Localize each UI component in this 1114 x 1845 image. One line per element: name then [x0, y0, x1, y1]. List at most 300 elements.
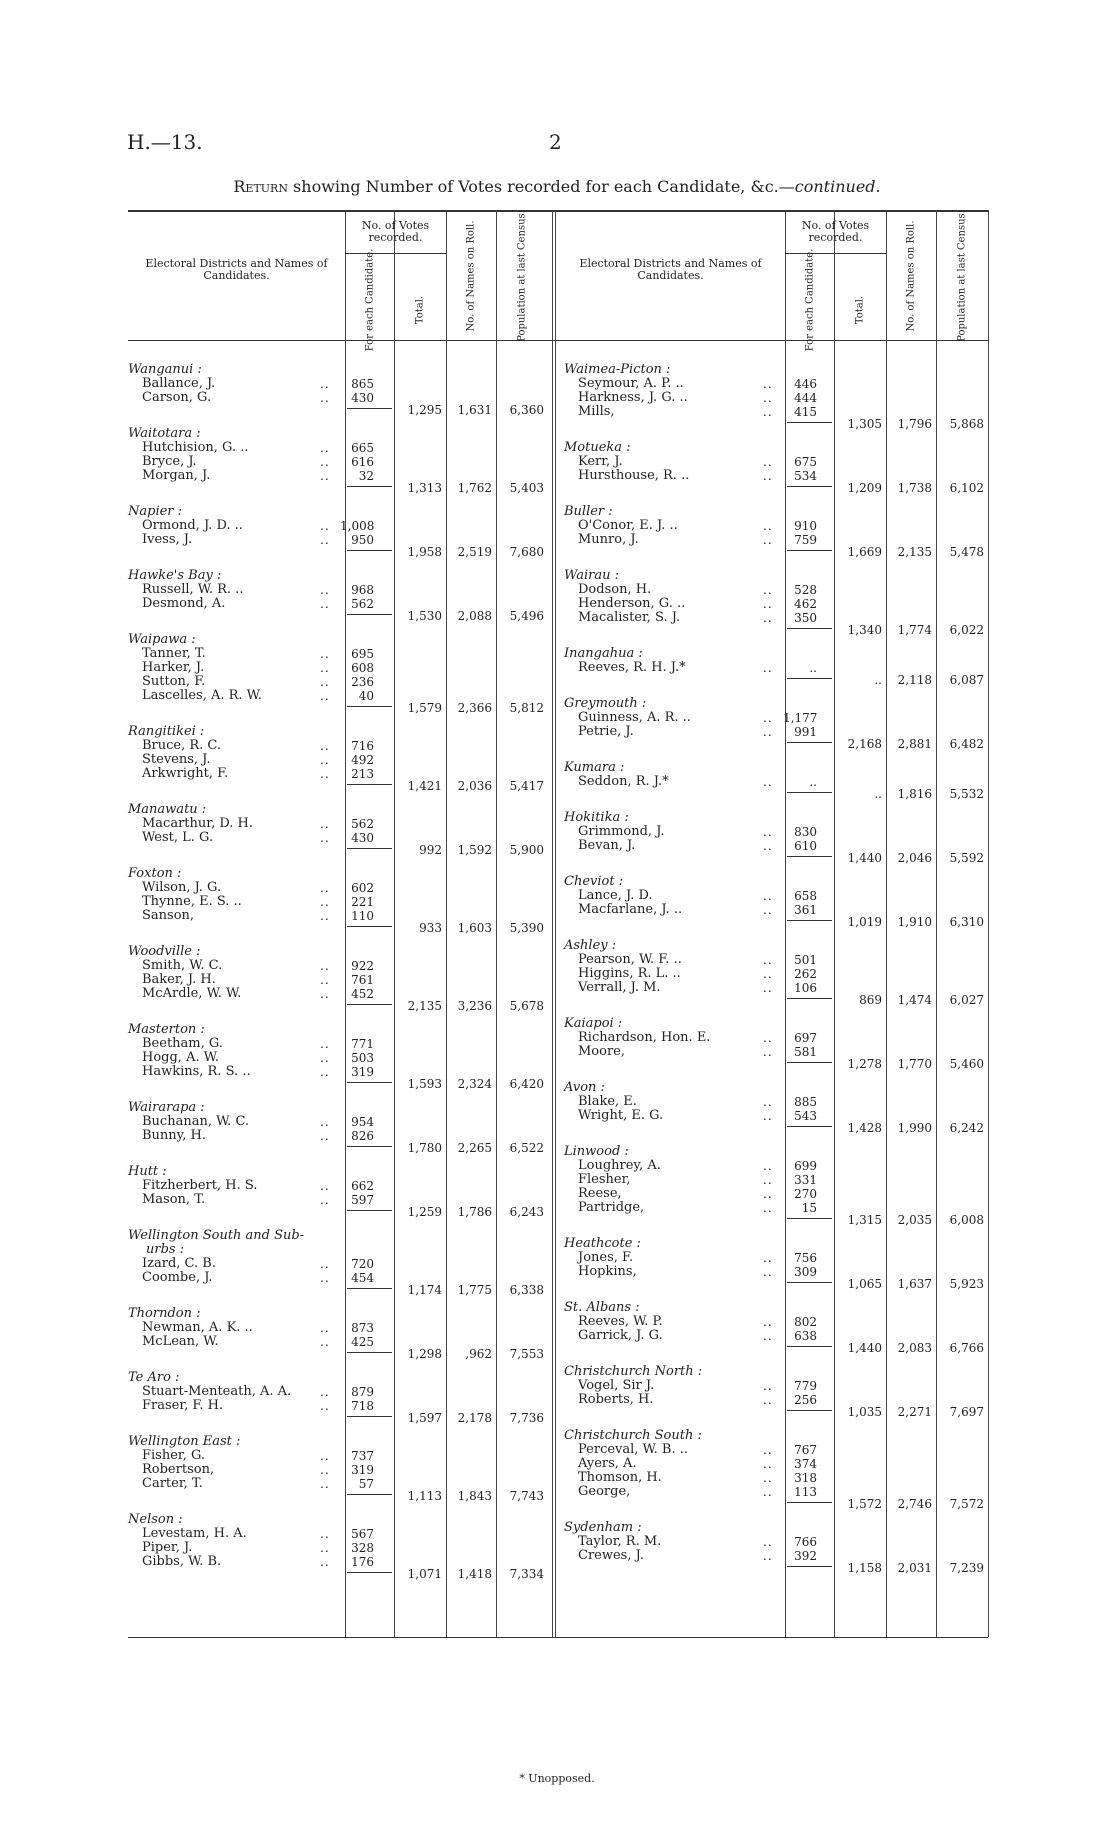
candidate-votes: 695	[351, 647, 374, 661]
district-total: 1,295	[407, 403, 442, 417]
candidate-votes: 270	[794, 1187, 817, 1201]
candidate-name: Stuart-Menteath, A. A.	[142, 1384, 292, 1399]
candidate-name: Lascelles, A. R. W.	[142, 688, 262, 703]
leader-dots: ..	[763, 1471, 773, 1485]
district-total: 1,780	[407, 1141, 442, 1155]
column-rule	[496, 210, 497, 1637]
leader-dots: ..	[320, 753, 330, 767]
candidate-name: Bryce, J.	[142, 454, 197, 469]
candidate-votes: 113	[794, 1485, 817, 1499]
district-census: 6,360	[509, 403, 544, 417]
district-census: 5,403	[509, 481, 544, 495]
header-roll: No. of Names on Roll.	[465, 220, 477, 332]
group-rule	[347, 1210, 392, 1211]
leader-dots: ..	[763, 1251, 773, 1265]
header-total: Total.	[414, 295, 426, 325]
district-census: 6,338	[509, 1283, 544, 1297]
candidate-name: Munro, J.	[578, 532, 639, 547]
candidate-votes: 328	[351, 1541, 374, 1555]
leader-dots: ..	[763, 611, 773, 625]
leader-dots: ..	[320, 1271, 330, 1285]
candidate-name: Levestam, H. A.	[142, 1526, 247, 1541]
district-roll: 2,324	[457, 1077, 492, 1091]
district-census: 7,680	[509, 545, 544, 559]
leader-dots: ..	[320, 831, 330, 845]
district-roll: 2,265	[457, 1141, 492, 1155]
candidate-name: Grimmond, J.	[578, 824, 665, 839]
district-total: 1,065	[847, 1277, 882, 1291]
candidate-votes: 374	[794, 1457, 817, 1471]
leader-dots: ..	[763, 1549, 773, 1563]
leader-dots: ..	[320, 1065, 330, 1079]
district-roll: 1,786	[457, 1205, 492, 1219]
candidate-name: Hursthouse, R. ..	[578, 468, 690, 483]
group-rule	[347, 614, 392, 615]
district-roll: 2,035	[897, 1213, 932, 1227]
district-census: 6,482	[949, 737, 984, 751]
candidate-votes: 392	[794, 1549, 817, 1563]
candidate-name: Thomson, H.	[578, 1470, 662, 1485]
candidate-votes: 40	[358, 689, 374, 703]
leader-dots: ..	[320, 597, 330, 611]
leader-dots: ..	[320, 1335, 330, 1349]
group-rule	[787, 486, 832, 487]
group-rule	[347, 1572, 392, 1573]
district-name: Foxton :	[128, 866, 182, 881]
district-total: 933	[419, 921, 442, 935]
district-name: Hawke's Bay :	[128, 568, 222, 583]
candidate-votes: 446	[794, 377, 817, 391]
leader-dots: ..	[320, 817, 330, 831]
district-total: 1,305	[847, 417, 882, 431]
candidate-votes: 492	[351, 753, 374, 767]
district-roll: 2,046	[897, 851, 932, 865]
leader-dots: ..	[763, 1393, 773, 1407]
district-total: 992	[419, 843, 442, 857]
district-roll: 2,031	[897, 1561, 932, 1575]
district-name: Hutt :	[128, 1164, 167, 1179]
candidate-votes: 662	[351, 1179, 374, 1193]
candidate-votes: 528	[794, 583, 817, 597]
table-bottom-rule	[128, 1637, 988, 1638]
center-divider-b	[555, 210, 556, 1637]
candidate-name: Carter, T.	[142, 1476, 203, 1491]
district-roll: 1,631	[457, 403, 492, 417]
candidate-name: Taylor, R. M.	[578, 1534, 662, 1549]
candidate-name: Fraser, F. H.	[142, 1398, 224, 1413]
header-districts: Electoral Districts and Names of Candidates.	[145, 257, 328, 282]
column-rule	[785, 210, 786, 1637]
leader-dots: ..	[763, 1187, 773, 1201]
group-rule	[787, 1062, 832, 1063]
candidate-name: Flesher,	[578, 1172, 631, 1187]
district-census: 5,496	[509, 609, 544, 623]
candidate-votes: 830	[794, 825, 817, 839]
leader-dots: ..	[763, 1031, 773, 1045]
leader-dots: ..	[320, 881, 330, 895]
district-name: Te Aro :	[128, 1370, 180, 1385]
leader-dots: ..	[763, 377, 773, 391]
candidate-name: Verrall, J. M.	[578, 980, 661, 995]
leader-dots: ..	[763, 967, 773, 981]
district-roll: 1,796	[897, 417, 932, 431]
district-total: 1,440	[847, 851, 882, 865]
district-census: 5,923	[949, 1277, 984, 1291]
candidate-name: Hutchision, G. ..	[142, 440, 249, 455]
candidate-name: Blake, E.	[578, 1094, 637, 1109]
candidate-name: Newman, A. K. ..	[142, 1320, 253, 1335]
leader-dots: ..	[763, 583, 773, 597]
candidate-name: Lance, J. D.	[578, 888, 653, 903]
candidate-votes: 597	[351, 1193, 374, 1207]
candidate-name: McLean, W.	[142, 1334, 219, 1349]
candidate-votes: ..	[809, 661, 817, 675]
candidate-votes: 331	[794, 1173, 817, 1187]
leader-dots: ..	[320, 987, 330, 1001]
group-rule	[787, 792, 832, 793]
district-total: 1,669	[847, 545, 882, 559]
candidate-name: Henderson, G. ..	[578, 596, 686, 611]
candidate-votes: 826	[351, 1129, 374, 1143]
district-name: Woodville :	[128, 944, 201, 959]
candidate-votes: 415	[794, 405, 817, 419]
candidate-name: Beetham, G.	[142, 1036, 223, 1051]
leader-dots: ..	[763, 1457, 773, 1471]
group-rule	[347, 550, 392, 551]
title-smallcaps: Return	[233, 177, 288, 196]
district-census: 7,743	[509, 1489, 544, 1503]
leader-dots: ..	[763, 1109, 773, 1123]
district-census: 6,243	[509, 1205, 544, 1219]
district-total: 1,421	[407, 779, 442, 793]
district-roll: 2,036	[457, 779, 492, 793]
title-main: showing Number of Votes recorded for each Candidate, &c.—	[287, 177, 795, 196]
district-roll: 1,775	[457, 1283, 492, 1297]
candidate-votes: 350	[794, 611, 817, 625]
candidate-name: Reeves, R. H. J.*	[578, 660, 686, 675]
leader-dots: ..	[320, 469, 330, 483]
leader-dots: ..	[320, 739, 330, 753]
candidate-name: Buchanan, W. C.	[142, 1114, 250, 1129]
leader-dots: ..	[763, 661, 773, 675]
district-total: 1,340	[847, 623, 882, 637]
candidate-name: Carson, G.	[142, 390, 212, 405]
candidate-name: Robertson,	[142, 1462, 215, 1477]
candidate-votes: 766	[794, 1535, 817, 1549]
leader-dots: ..	[763, 1379, 773, 1393]
leader-dots: ..	[320, 455, 330, 469]
table-title	[0, 177, 1114, 196]
district-name: Wanganui :	[128, 362, 202, 377]
district-roll: 2,366	[457, 701, 492, 715]
leader-dots: ..	[320, 1193, 330, 1207]
leader-dots: ..	[763, 1329, 773, 1343]
candidate-name: Partridge,	[578, 1200, 645, 1215]
district-total: 1,035	[847, 1405, 882, 1419]
group-rule	[787, 1282, 832, 1283]
candidate-name: George,	[578, 1484, 631, 1499]
district-roll: 2,519	[457, 545, 492, 559]
district-name: Heathcote :	[564, 1236, 641, 1251]
leader-dots: ..	[320, 1463, 330, 1477]
leader-dots: ..	[320, 895, 330, 909]
center-divider-a	[552, 210, 553, 1637]
leader-dots: ..	[320, 1385, 330, 1399]
district-roll: 1,637	[897, 1277, 932, 1291]
header-for-each: For each Candidate.	[804, 248, 815, 352]
column-rule	[988, 210, 989, 1637]
district-census: 7,334	[509, 1567, 544, 1581]
candidate-name: Ivess, J.	[142, 532, 193, 547]
candidate-votes: 503	[351, 1051, 374, 1065]
candidate-name: Reese,	[578, 1186, 622, 1201]
district-census: 5,592	[949, 851, 984, 865]
candidate-name: Mills,	[578, 404, 615, 419]
candidate-votes: 675	[794, 455, 817, 469]
district-census: 6,242	[949, 1121, 984, 1135]
candidate-votes: 543	[794, 1109, 817, 1123]
candidate-votes: 319	[351, 1065, 374, 1079]
candidate-name: Richardson, Hon. E.	[578, 1030, 711, 1045]
leader-dots: ..	[763, 775, 773, 789]
leader-dots: ..	[763, 953, 773, 967]
page-number: 2	[549, 130, 562, 154]
header-votes-recorded: No. of Votes recorded.	[361, 219, 430, 244]
leader-dots: ..	[320, 1555, 330, 1569]
candidate-name: Izard, C. B.	[142, 1256, 216, 1271]
candidate-name: Bruce, R. C.	[142, 738, 222, 753]
candidate-votes: 32	[358, 469, 374, 483]
candidate-votes: 361	[794, 903, 817, 917]
district-total: 1,440	[847, 1341, 882, 1355]
district-name: Christchurch North :	[564, 1364, 703, 1379]
district-name: Masterton :	[128, 1022, 205, 1037]
candidate-votes: 779	[794, 1379, 817, 1393]
candidate-votes: 430	[351, 391, 374, 405]
leader-dots: ..	[763, 839, 773, 853]
header-bottom-rule	[128, 340, 988, 341]
district-census: 6,310	[949, 915, 984, 929]
candidate-votes: 616	[351, 455, 374, 469]
candidate-votes: 567	[351, 1527, 374, 1541]
candidate-votes: 462	[794, 597, 817, 611]
candidate-votes: 756	[794, 1251, 817, 1265]
district-name-cont: urbs :	[146, 1242, 185, 1257]
district-total: 1,298	[407, 1347, 442, 1361]
leader-dots: ..	[320, 583, 330, 597]
district-name: Linwood :	[564, 1144, 629, 1159]
leader-dots: ..	[320, 1527, 330, 1541]
district-roll: 1,592	[457, 843, 492, 857]
leader-dots: ..	[763, 981, 773, 995]
candidate-votes: 802	[794, 1315, 817, 1329]
candidate-name: Dodson, H.	[578, 582, 652, 597]
leader-dots: ..	[320, 377, 330, 391]
candidate-votes: 562	[351, 597, 374, 611]
district-roll: 1,603	[457, 921, 492, 935]
candidate-votes: 737	[351, 1449, 374, 1463]
candidate-name: Smith, W. C.	[142, 958, 223, 973]
candidate-name: Petrie, J.	[578, 724, 634, 739]
district-total: 1,174	[407, 1283, 442, 1297]
group-rule	[347, 706, 392, 707]
candidate-votes: 865	[351, 377, 374, 391]
candidate-name: Harkness, J. G. ..	[578, 390, 688, 405]
candidate-votes: 221	[351, 895, 374, 909]
district-roll: 1,910	[897, 915, 932, 929]
group-rule	[347, 784, 392, 785]
district-total: 1,158	[847, 1561, 882, 1575]
group-rule	[347, 408, 392, 409]
district-name: Christchurch South :	[564, 1428, 702, 1443]
candidate-name: Kerr, J.	[578, 454, 623, 469]
leader-dots: ..	[763, 519, 773, 533]
leader-dots: ..	[320, 767, 330, 781]
group-rule	[787, 998, 832, 999]
title-italic: continued.	[794, 177, 881, 196]
candidate-name: Fisher, G.	[142, 1448, 206, 1463]
candidate-name: Bunny, H.	[142, 1128, 207, 1143]
group-rule	[787, 1126, 832, 1127]
district-census: 5,678	[509, 999, 544, 1013]
candidate-name: Hopkins,	[578, 1264, 637, 1279]
candidate-votes: 716	[351, 739, 374, 753]
candidate-votes: 885	[794, 1095, 817, 1109]
candidate-votes: 534	[794, 469, 817, 483]
candidate-votes: 922	[351, 959, 374, 973]
leader-dots: ..	[763, 1095, 773, 1109]
candidate-votes: 319	[351, 1463, 374, 1477]
group-rule	[787, 550, 832, 551]
district-name: Wairarapa :	[128, 1100, 205, 1115]
column-rule	[446, 210, 447, 1637]
candidate-votes: 610	[794, 839, 817, 853]
candidate-name: Ballance, J.	[142, 376, 216, 391]
candidate-votes: 602	[351, 881, 374, 895]
leader-dots: ..	[763, 1315, 773, 1329]
district-roll: 2,135	[897, 545, 932, 559]
candidate-name: Sanson,	[142, 908, 195, 923]
candidate-name: Seddon, R. J.*	[578, 774, 669, 789]
group-rule	[787, 1410, 832, 1411]
district-census: 5,868	[949, 417, 984, 431]
candidate-name: Seymour, A. P. ..	[578, 376, 684, 391]
candidate-name: Harker, J.	[142, 660, 205, 675]
candidate-name: Garrick, J. G.	[578, 1328, 663, 1343]
candidate-name: Crewes, J.	[578, 1548, 644, 1563]
leader-dots: ..	[763, 1159, 773, 1173]
column-rule	[936, 210, 937, 1637]
district-census: 6,008	[949, 1213, 984, 1227]
candidate-name: Loughrey, A.	[578, 1158, 661, 1173]
leader-dots: ..	[763, 825, 773, 839]
leader-dots: ..	[320, 1399, 330, 1413]
leader-dots: ..	[763, 725, 773, 739]
candidate-name: Perceval, W. B. ..	[578, 1442, 688, 1457]
candidate-votes: 954	[351, 1115, 374, 1129]
district-name: Motueka :	[564, 440, 631, 455]
district-total: 1,315	[847, 1213, 882, 1227]
group-rule	[347, 1352, 392, 1353]
candidate-name: Coombe, J.	[142, 1270, 213, 1285]
candidate-votes: 1,177	[783, 711, 818, 725]
document-reference: H.—13.	[127, 130, 203, 154]
header-votes-recorded: No. of Votes recorded.	[801, 219, 870, 244]
candidate-name: Bevan, J.	[578, 838, 636, 853]
district-census: 5,532	[949, 787, 984, 801]
leader-dots: ..	[763, 1045, 773, 1059]
district-census: 7,572	[949, 1497, 984, 1511]
leader-dots: ..	[320, 1115, 330, 1129]
candidate-votes: 581	[794, 1045, 817, 1059]
district-name: Wellington East :	[128, 1434, 241, 1449]
column-rule	[834, 210, 835, 1637]
leader-dots: ..	[320, 519, 330, 533]
district-name: Sydenham :	[564, 1520, 642, 1535]
district-name: Thorndon :	[128, 1306, 201, 1321]
votes-group-rule	[345, 253, 446, 254]
candidate-votes: ..	[809, 775, 817, 789]
column-rule	[886, 210, 887, 1637]
district-name: Wellington South and Sub-	[128, 1228, 305, 1243]
group-rule	[347, 486, 392, 487]
district-total: 1,071	[407, 1567, 442, 1581]
district-total: 2,135	[407, 999, 442, 1013]
leader-dots: ..	[320, 661, 330, 675]
candidate-name: Vogel, Sir J.	[578, 1378, 655, 1393]
district-name: Nelson :	[128, 1512, 183, 1527]
candidate-votes: 256	[794, 1393, 817, 1407]
leader-dots: ..	[763, 391, 773, 405]
candidate-name: Wright, E. G.	[578, 1108, 664, 1123]
candidate-votes: 213	[351, 767, 374, 781]
district-roll: 2,881	[897, 737, 932, 751]
district-total: 1,278	[847, 1057, 882, 1071]
district-roll: 1,418	[457, 1567, 492, 1581]
district-roll: 1,770	[897, 1057, 932, 1071]
leader-dots: ..	[763, 533, 773, 547]
candidate-votes: 991	[794, 725, 817, 739]
group-rule	[347, 1494, 392, 1495]
candidate-votes: 759	[794, 533, 817, 547]
candidate-votes: 699	[794, 1159, 817, 1173]
candidate-name: Macarthur, D. H.	[142, 816, 254, 831]
group-rule	[347, 1004, 392, 1005]
candidate-name: Ayers, A.	[578, 1456, 637, 1471]
candidate-votes: 879	[351, 1385, 374, 1399]
district-census: 6,102	[949, 481, 984, 495]
district-census: 6,022	[949, 623, 984, 637]
leader-dots: ..	[320, 1051, 330, 1065]
column-rule	[394, 210, 395, 1637]
district-census: 7,553	[509, 1347, 544, 1361]
district-name: Avon :	[564, 1080, 605, 1095]
leader-dots: ..	[763, 903, 773, 917]
candidate-votes: 720	[351, 1257, 374, 1271]
leader-dots: ..	[763, 1535, 773, 1549]
candidate-votes: 309	[794, 1265, 817, 1279]
group-rule	[787, 1346, 832, 1347]
district-total: 1,209	[847, 481, 882, 495]
leader-dots: ..	[763, 889, 773, 903]
leader-dots: ..	[320, 533, 330, 547]
candidate-name: McArdle, W. W.	[142, 986, 242, 1001]
candidate-name: Macalister, S. J.	[578, 610, 681, 625]
district-census: 5,390	[509, 921, 544, 935]
candidate-name: Wilson, J. G.	[142, 880, 222, 895]
candidate-name: Mason, T.	[142, 1192, 206, 1207]
leader-dots: ..	[320, 1129, 330, 1143]
